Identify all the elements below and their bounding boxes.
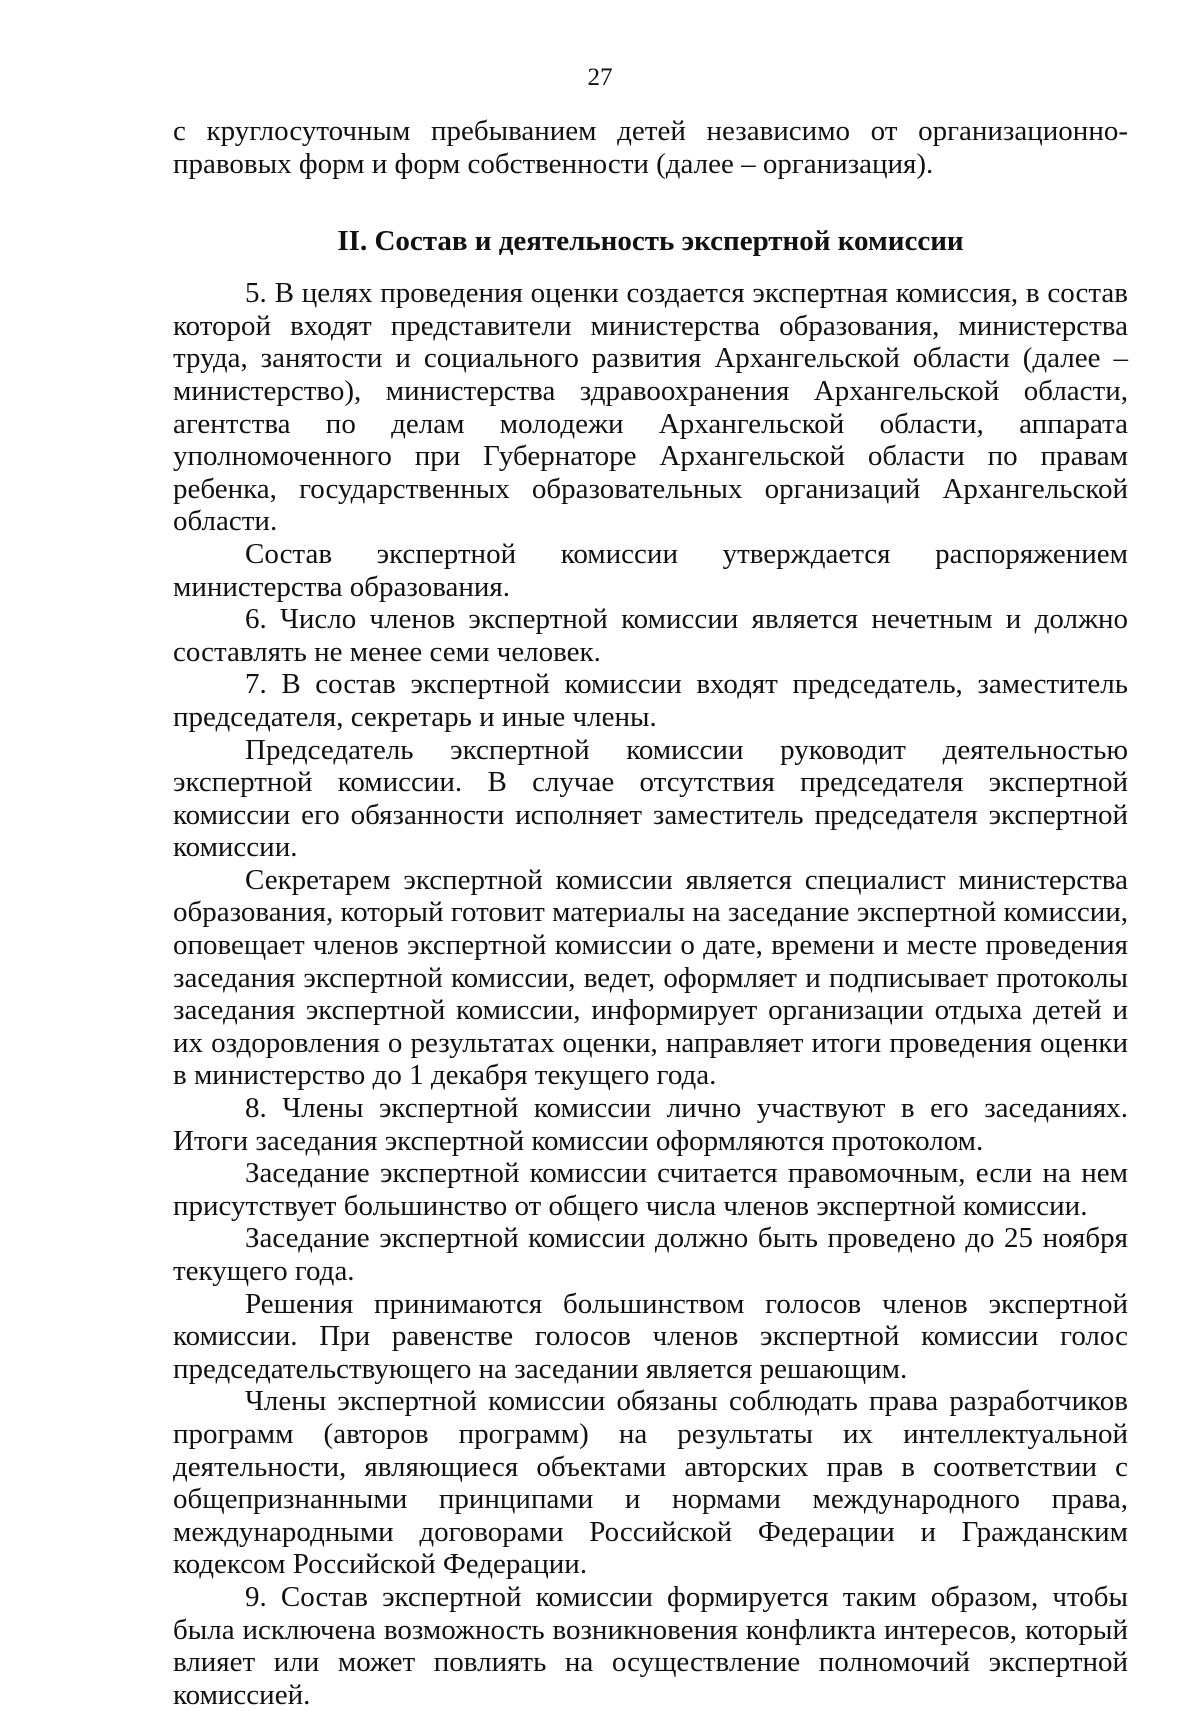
document-body (173, 115, 1128, 1711)
paragraph-item-7: 7. В состав экспертной комиссии входят председатель, заместитель председателя, секретарь и иные члены. (173, 668, 1128, 733)
paragraph-decisions: Решения принимаются большинством голосов членов экспертной комиссии. При равенстве голосов членов экспертной комиссии голос председательствующего на заседании является решающим. (173, 1287, 1128, 1385)
paragraph-item-8: 8. Члены экспертной комиссии лично участвуют в его заседаниях. Итоги заседания экспертной комиссии оформляются протоколом. (173, 1092, 1128, 1157)
section-heading: II. Состав и деятельность экспертной комиссии (337, 225, 964, 258)
paragraph-composition-approval: Состав экспертной комиссии утверждается распоряжением министерства образования. (173, 537, 1128, 603)
paragraph-item-6: 6. Число членов экспертной комиссии является нечетным и должно составлять не менее семи человек. (173, 603, 1128, 668)
paragraph-item-9: 9. Состав экспертной комиссии формируется таким образом, чтобы была исключена возможность возникновения конфликта интересов, который влияет или может повлиять на осуществление полномочий экспертной комиссией. (173, 1580, 1128, 1711)
intro-paragraph: с круглосуточным пребыванием детей независимо от организационно-правовых форм и форм собственности (далее – организация). (173, 115, 1128, 180)
paragraph-meeting-deadline: Заседание экспертной комиссии должно быть проведено до 25 ноября текущего года. (173, 1222, 1128, 1287)
paragraph-item-5: 5. В целях проведения оценки создается экспертная комиссия, в состав которой входят представители министерства образования, министерства труда, занятости и социального развития Архангельской области (далее – министерство), министерства здравоохранения Архангельской области, агентства по делам молодежи Архангельской области, аппарата уполномоченного при Губернаторе Архангельской области по правам ребенка, государственных образовательных организаций Архангельской области. (173, 277, 1128, 538)
paragraph-chairman-duties: Председатель экспертной комиссии руководит деятельностью экспертной комиссии. В случае отсутствия председателя экспертной комиссии его обязанности исполняет заместитель председателя экспертной комиссии. (173, 733, 1128, 864)
page-number: 27 (587, 64, 613, 91)
paragraph-intellectual-rights: Члены экспертной комиссии обязаны соблюдать права разработчиков программ (авторов программ) на результаты их интеллектуальной деятельности, являющиеся объектами авторских прав в соответствии с общепризнанными принципами и нормами международного права, международными договорами Российской Федерации и Гражданским кодексом Российской Федерации. (173, 1385, 1128, 1581)
paragraph-secretary-duties: Секретарем экспертной комиссии является специалист министерства образования, который готовит материалы на заседание экспертной комиссии, оповещает членов экспертной комиссии о дате, времени и месте проведения заседания экспертной комиссии, ведет, оформляет и подписывает протоколы заседания экспертной комиссии, информирует организации отдыха детей и их оздоровления о результатах оценки, направляет итоги проведения оценки в министерство до 1 декабря текущего года. (173, 863, 1128, 1092)
paragraph-quorum: Заседание экспертной комиссии считается правомочным, если на нем присутствует большинство от общего числа членов экспертной комиссии. (173, 1157, 1128, 1222)
